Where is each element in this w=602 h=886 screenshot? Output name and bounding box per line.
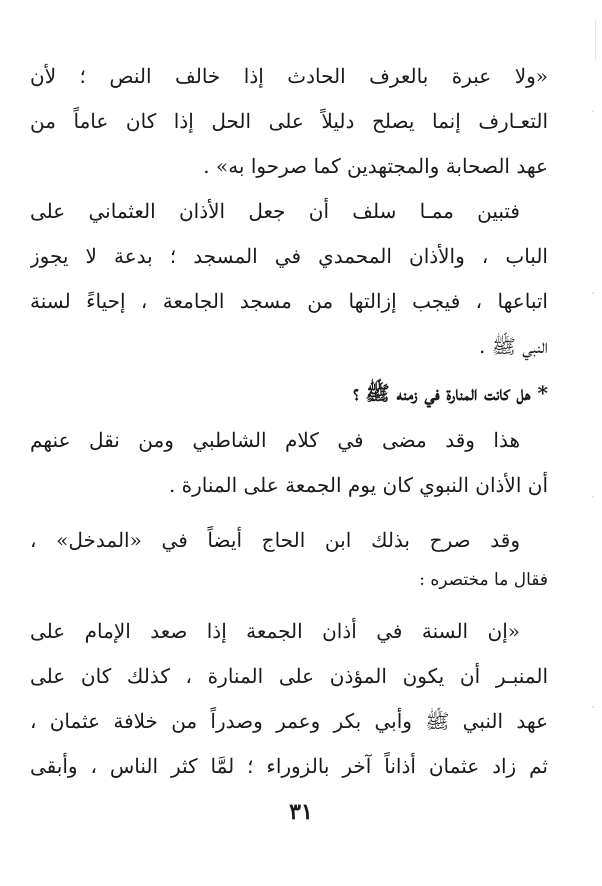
paragraph-4: [30, 518, 548, 597]
text-line: فقال ما مختصره :: [419, 570, 548, 590]
text-line: وقد صرح بذلك ابن الحاج أيضاً في «المدخل» ،: [30, 528, 520, 552]
page-edge-mark: [595, 20, 596, 60]
text-line: «ولا عبرة بالعرف الحادث إذا خالف النص ؛ لأن: [30, 64, 548, 88]
text-line: المنبـر أن يكون المؤذن على المنارة ، كذلك كان على: [30, 664, 548, 688]
page-number: ٣١: [289, 799, 313, 825]
paragraph-1: [30, 54, 548, 189]
text-line: فتبين ممـا سلف أن جعل الأذان العثماني على: [30, 199, 520, 223]
paragraph-2: [30, 189, 548, 369]
scan-speck: [592, 706, 594, 708]
paragraph-5: [30, 609, 548, 789]
text-line: اتباعها ، فيجب إزالتها من مسجد الجامعة ، إحياءً لسنة: [30, 289, 548, 313]
text-line: ثم زاد عثمان أذاناً آخر بالزوراء ؛ لمَّا كثر الناس ، وأبقى: [30, 754, 548, 778]
text-line: الباب ، والأذان المحمدي في المسجد ؛ بدعة لا يجوز: [30, 244, 548, 268]
text-line: أن الأذان النبوي كان يوم الجمعة على المنارة .: [168, 473, 548, 497]
scan-speck: [592, 496, 594, 498]
text-line: التعـارف إنما يصلح دليلاً على الحل إذا كان عاماً من: [30, 109, 548, 133]
text-line: عهد النبي ﷺ وأبي بكر وعمر وصدراً من خلافة عثمان ،: [30, 709, 548, 733]
scan-speck: [592, 110, 594, 112]
text-line: النبي ﷺ .: [478, 334, 548, 358]
text-line: «إن السنة في أذان الجمعة إذا صعد الإمام على: [30, 619, 520, 643]
scan-speck: [592, 292, 594, 294]
text-line: هذا وقد مضى في كلام الشاطبي ومن نقل عنهم: [30, 428, 520, 452]
paragraph-3: [30, 418, 548, 508]
section-heading: * هل كانت المنارة في زمنه ﷺ ؟: [353, 381, 548, 405]
text-line: عهد الصحابة والمجتهدين كما صرحوا به» .: [203, 154, 548, 178]
